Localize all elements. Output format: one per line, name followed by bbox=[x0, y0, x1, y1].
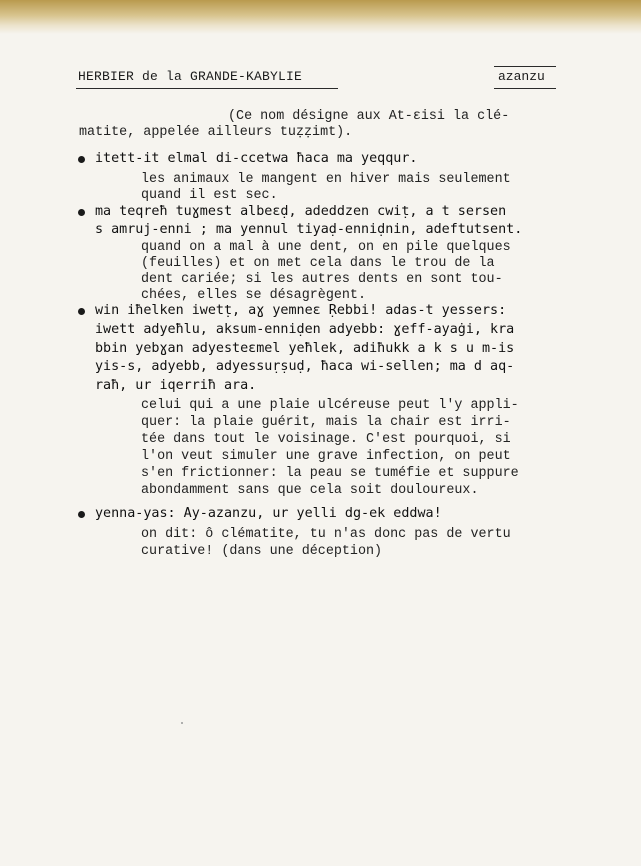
french-line: quer: la plaie guérit, mais la chair est irri- bbox=[141, 415, 511, 430]
french-line: les animaux le mangent en hiver mais seulement bbox=[141, 172, 511, 187]
french-line: s'en frictionner: la peau se tuméfie et suppure bbox=[141, 466, 519, 481]
kabyle-line: itett-it elmal di-ccetwa ħaca ma yeqqur. bbox=[95, 151, 418, 166]
kabyle-line: yenna-yas: Ay-azanzu, ur yelli dg-ek eddwa! bbox=[95, 506, 442, 521]
kabyle-line: bbin yebɣan adyesteɛmel yeħlek, adiħukk a k s u m-is bbox=[95, 341, 515, 356]
herbarium-title: HERBIER de la GRANDE-KABYLIE bbox=[78, 69, 303, 84]
french-line: chées, elles se désagrègent. bbox=[141, 288, 366, 303]
keyword-overline bbox=[494, 66, 556, 67]
french-line: dent cariée; si les autres dents en sont tou- bbox=[141, 272, 503, 287]
paper-speck bbox=[181, 722, 183, 724]
page-top-edge bbox=[0, 0, 641, 34]
french-line: curative! (dans une déception) bbox=[141, 544, 383, 559]
kabyle-line: raħ, ur iqerriħ ara. bbox=[95, 378, 257, 393]
french-line: quand on a mal à une dent, on en pile quelques bbox=[141, 240, 511, 255]
page-header bbox=[76, 66, 560, 92]
kabyle-line: ma teqreħ tuɣmest albeɛḍ, adeddzen cwiṭ, a t sersen bbox=[95, 204, 507, 219]
french-line: (feuilles) et on met cela dans le trou de la bbox=[141, 256, 495, 271]
french-line: l'on veut simuler une grave infection, on peut bbox=[141, 449, 511, 464]
entry-keyword: azanzu bbox=[498, 69, 545, 84]
bullet-icon bbox=[78, 511, 85, 518]
kabyle-line: s amruj-enni ; ma yennul tiyaḍ-enniḍnin, adeftutsent. bbox=[95, 222, 523, 237]
kabyle-line: win iħelken iwetṭ, aɣ yemneɛ Ṛebbi! adas-t yessers: bbox=[95, 303, 507, 318]
bullet-icon bbox=[78, 209, 85, 216]
french-line: celui qui a une plaie ulcéreuse peut l'y appli- bbox=[141, 398, 519, 413]
keyword-underline bbox=[494, 88, 556, 89]
title-underline bbox=[76, 88, 338, 89]
french-line: on dit: ô clématite, tu n'as donc pas de vertu bbox=[141, 527, 511, 542]
bullet-icon bbox=[78, 308, 85, 315]
kabyle-line: yis-s, adyebb, adyessuṛṣuḍ, ħaca wi-sellen; ma d aq- bbox=[95, 359, 515, 374]
kabyle-line: iwett adyeħlu, aksum-enniḍen adyebb: ɣeff-ayaġi, kra bbox=[95, 322, 515, 337]
french-line: quand il est sec. bbox=[141, 188, 278, 203]
intro-line: matite, appelée ailleurs tuẓẓimt). bbox=[79, 125, 353, 140]
intro-line: (Ce nom désigne aux At-ɛisi la clé- bbox=[228, 109, 510, 124]
bullet-icon bbox=[78, 156, 85, 163]
french-line: abondamment sans que cela soit douloureux. bbox=[141, 483, 479, 498]
french-line: tée dans tout le voisinage. C'est pourquoi, si bbox=[141, 432, 511, 447]
